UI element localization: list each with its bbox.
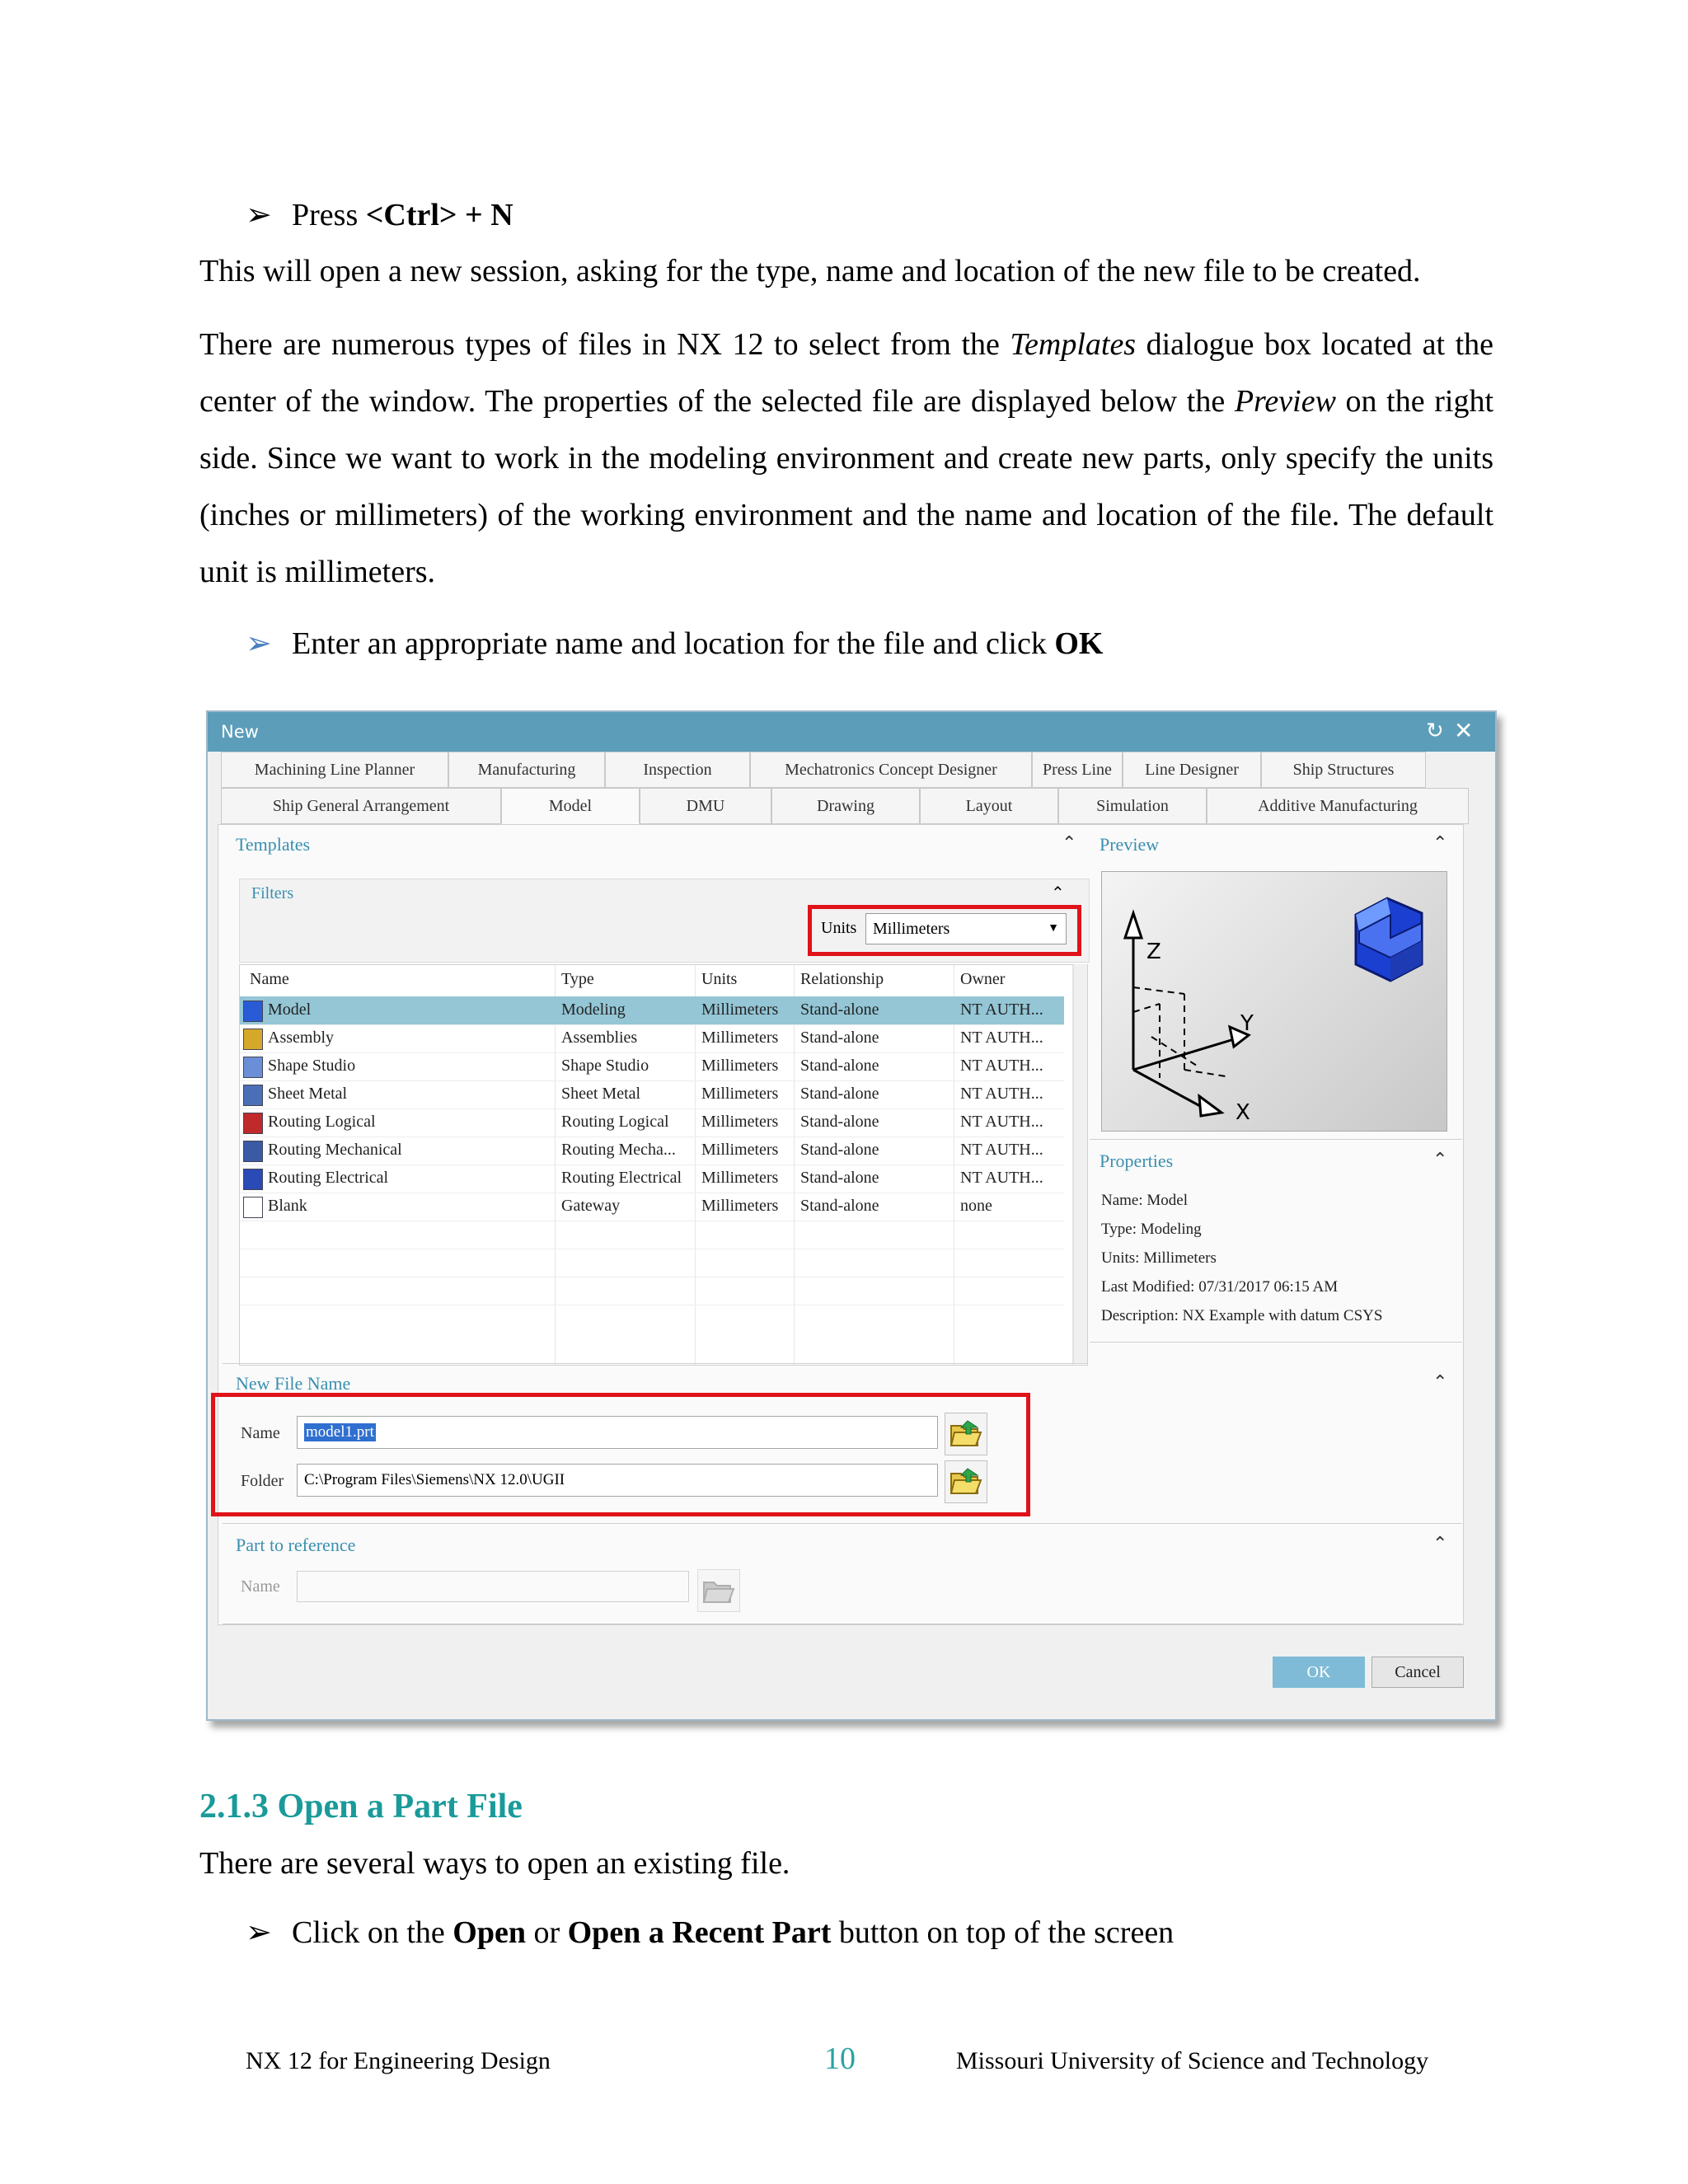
part-reference-name-input[interactable] (297, 1571, 689, 1602)
cell-name: Assembly (268, 1029, 334, 1047)
tab-additive-manufacturing[interactable]: Additive Manufacturing (1207, 788, 1469, 824)
tab-machining-line-planner[interactable]: Machining Line Planner (221, 752, 448, 788)
table-row[interactable] (240, 1080, 1064, 1108)
cell-units: Millimeters (701, 1057, 779, 1075)
tab-inspection[interactable]: Inspection (605, 752, 750, 788)
templates-table (239, 964, 1088, 1366)
cell-units: Millimeters (701, 1085, 779, 1103)
axis-x-label: X (1236, 1100, 1250, 1125)
table-row[interactable] (240, 1165, 1064, 1193)
cell-type: Routing Mecha... (561, 1141, 676, 1159)
axis-y-label: Y (1240, 1011, 1254, 1036)
templates-header[interactable]: Templates (236, 834, 311, 855)
collapse-filters-icon[interactable]: ⌃ (1051, 884, 1065, 902)
collapse-properties-icon[interactable]: ⌃ (1432, 1149, 1448, 1169)
axis-z-label: Z (1146, 940, 1161, 964)
bullet-click-open: ➢ Click on the Open or Open a Recent Part button on top of the screen (246, 1915, 1175, 1950)
folder-input[interactable]: C:\Program Files\Siemens\NX 12.0\UGII (297, 1464, 938, 1497)
open-folder-icon (950, 1419, 982, 1449)
ok-button[interactable]: OK (1273, 1657, 1365, 1688)
tab-row-1 (221, 752, 1426, 788)
table-row[interactable] (240, 1108, 1064, 1137)
tab-mechatronics-concept-designer[interactable]: Mechatronics Concept Designer (750, 752, 1032, 788)
name-input[interactable] (297, 1416, 938, 1449)
tab-model[interactable]: Model (501, 788, 640, 824)
cell-units: Millimeters (701, 1001, 779, 1019)
cell-name: Sheet Metal (268, 1085, 348, 1103)
cell-rel: Stand-alone (800, 1197, 879, 1215)
property-type: Type: Modeling (1101, 1221, 1202, 1238)
collapse-new-file-name-icon[interactable]: ⌃ (1432, 1371, 1448, 1392)
properties-header[interactable]: Properties (1100, 1151, 1174, 1171)
footer-right: Missouri University of Science and Technology (956, 2047, 1429, 2074)
file-name-highlight (211, 1393, 1030, 1516)
folder-browse-button[interactable] (945, 1460, 987, 1503)
arrow-bullet-icon: ➢ (246, 1915, 272, 1950)
template-file-icon (243, 1113, 263, 1134)
csys-preview-graphic (1102, 872, 1447, 1131)
column-header-type[interactable]: Type (561, 970, 594, 988)
units-label: Units (821, 919, 857, 937)
filters-label[interactable]: Filters (251, 884, 294, 902)
table-row[interactable] (240, 1024, 1064, 1052)
cell-units: Millimeters (701, 1113, 779, 1131)
property-last-modified: Last Modified: 07/31/2017 06:15 AM (1101, 1278, 1339, 1296)
part-reference-browse-button[interactable] (697, 1569, 740, 1612)
tab-simulation[interactable]: Simulation (1058, 788, 1207, 824)
cell-name: Routing Electrical (268, 1169, 389, 1187)
collapse-templates-icon[interactable]: ⌃ (1062, 832, 1077, 853)
property-name: Name: Model (1101, 1192, 1189, 1209)
cell-type: Gateway (561, 1197, 621, 1215)
template-file-icon (243, 1169, 263, 1190)
cell-type: Assemblies (561, 1029, 638, 1047)
folder-icon (702, 1576, 735, 1605)
tab-manufacturing[interactable]: Manufacturing (448, 752, 605, 788)
dialog-title: New (221, 722, 259, 742)
collapse-part-to-reference-icon[interactable]: ⌃ (1432, 1533, 1448, 1554)
reset-icon[interactable]: ↻ (1426, 719, 1444, 743)
arrow-bullet-icon: ➢ (246, 198, 272, 232)
cell-type: Sheet Metal (561, 1085, 641, 1103)
cancel-button[interactable]: Cancel (1372, 1657, 1464, 1688)
cell-units: Millimeters (701, 1141, 779, 1159)
template-file-icon (243, 1001, 263, 1022)
cell-type: Modeling (561, 1001, 626, 1019)
table-row[interactable] (240, 1052, 1064, 1080)
close-icon[interactable]: ✕ (1454, 717, 1474, 744)
keyboard-shortcut: <Ctrl> + N (365, 198, 513, 232)
cell-owner: NT AUTH... (960, 1001, 1043, 1019)
table-row[interactable] (240, 996, 1064, 1024)
cell-owner: NT AUTH... (960, 1029, 1043, 1047)
part-reference-name-label: Name (241, 1577, 280, 1596)
cell-owner: NT AUTH... (960, 1169, 1043, 1187)
dropdown-arrow-icon[interactable]: ▼ (1048, 922, 1059, 935)
column-header-name[interactable]: Name (250, 970, 289, 988)
units-select[interactable] (865, 913, 1067, 944)
new-file-name-header[interactable]: New File Name (236, 1373, 351, 1394)
property-units: Units: Millimeters (1101, 1249, 1217, 1267)
preview-header[interactable]: Preview (1100, 834, 1160, 855)
cell-type: Routing Logical (561, 1113, 669, 1131)
cell-owner: NT AUTH... (960, 1057, 1043, 1075)
column-header-units[interactable]: Units (701, 970, 738, 988)
column-header-owner[interactable]: Owner (960, 970, 1006, 988)
cell-name: Blank (268, 1197, 307, 1215)
table-row[interactable] (240, 1193, 1064, 1221)
property-description: Description: NX Example with datum CSYS (1101, 1307, 1383, 1324)
template-file-icon (243, 1141, 263, 1162)
preview-image (1101, 871, 1447, 1132)
cell-rel: Stand-alone (800, 1057, 879, 1075)
cell-rel: Stand-alone (800, 1169, 879, 1187)
tab-ship-structures[interactable]: Ship Structures (1261, 752, 1426, 788)
model-template-icon (1356, 898, 1422, 981)
tab-row-2 (221, 788, 1469, 824)
paragraph-open-ways: There are several ways to open an existing file. (199, 1846, 790, 1881)
cell-name: Model (268, 1001, 312, 1019)
cell-owner: none (960, 1197, 992, 1215)
page-number: 10 (824, 2041, 856, 2076)
tab-line-designer[interactable]: Line Designer (1123, 752, 1261, 788)
cell-owner: NT AUTH... (960, 1113, 1043, 1131)
cell-type: Routing Electrical (561, 1169, 682, 1187)
cell-name: Routing Mechanical (268, 1141, 402, 1159)
dialog-titlebar (208, 712, 1495, 752)
bullet-press-ctrl-n: ➢ Press <Ctrl> + N (246, 198, 513, 232)
cell-rel: Stand-alone (800, 1001, 879, 1019)
tab-layout[interactable]: Layout (920, 788, 1058, 824)
cell-owner: NT AUTH... (960, 1085, 1043, 1103)
template-file-icon (243, 1029, 263, 1050)
cell-owner: NT AUTH... (960, 1141, 1043, 1159)
table-row[interactable] (240, 1137, 1064, 1165)
tab-dmu[interactable]: DMU (640, 788, 771, 824)
cell-type: Shape Studio (561, 1057, 649, 1075)
column-header-relationship[interactable]: Relationship (800, 970, 884, 988)
cell-rel: Stand-alone (800, 1029, 879, 1047)
arrow-bullet-icon: ➢ (246, 626, 272, 661)
collapse-preview-icon[interactable]: ⌃ (1432, 832, 1448, 853)
tab-drawing[interactable]: Drawing (771, 788, 920, 824)
tab-ship-general-arrangement[interactable]: Ship General Arrangement (221, 788, 501, 824)
section-heading: 2.1.3 Open a Part File (199, 1788, 523, 1825)
open-folder-icon (950, 1467, 982, 1497)
footer-left: NX 12 for Engineering Design (246, 2047, 551, 2074)
tab-press-line[interactable]: Press Line (1032, 752, 1123, 788)
cell-name: Routing Logical (268, 1113, 376, 1131)
name-browse-button[interactable] (945, 1413, 987, 1455)
template-file-icon (243, 1197, 263, 1218)
bullet-enter-name: ➢ Enter an appropriate name and location for the file and click OK (246, 626, 1104, 661)
cell-rel: Stand-alone (800, 1113, 879, 1131)
paragraph-templates: There are numerous types of files in NX 12 to select from the Templates dialogue box located at the center of the window. The properties of the selected file are displayed below the Preview on the right side. Since we want to work in the modeling environment and create new parts, only specify the units (inches or millimeters) of the working environment and the name and location of the file. The default unit is millimeters. (199, 327, 1494, 589)
name-input-value: model1.prt (306, 1423, 374, 1441)
cell-units: Millimeters (701, 1169, 779, 1187)
cell-name: Shape Studio (268, 1057, 356, 1075)
units-select-value: Millimeters (873, 919, 950, 938)
folder-label: Folder (241, 1472, 284, 1490)
paragraph-new-session: This will open a new session, asking for the type, name and location of the new file to be created. (199, 254, 1421, 288)
name-label: Name (241, 1424, 280, 1442)
template-file-icon (243, 1057, 263, 1078)
template-file-icon (243, 1085, 263, 1106)
cell-rel: Stand-alone (800, 1085, 879, 1103)
cell-units: Millimeters (701, 1197, 779, 1215)
cell-units: Millimeters (701, 1029, 779, 1047)
cell-rel: Stand-alone (800, 1141, 879, 1159)
part-to-reference-header[interactable]: Part to reference (236, 1535, 356, 1555)
table-scrollbar[interactable] (1073, 964, 1087, 1364)
